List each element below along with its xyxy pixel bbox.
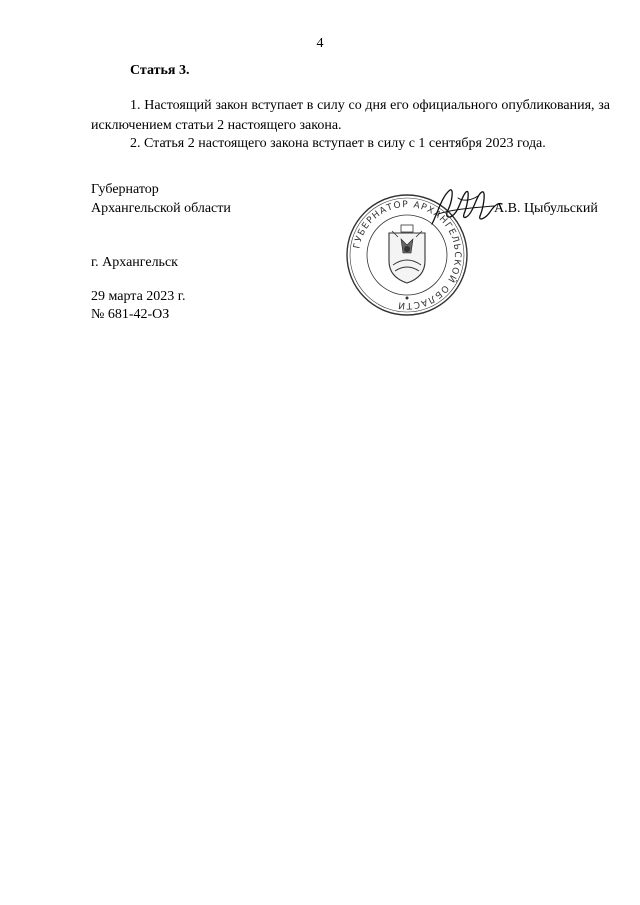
governor-region: Архангельской области xyxy=(91,201,231,216)
article-title: Статья 3. xyxy=(130,63,190,78)
law-date: 29 марта 2023 г. xyxy=(91,289,186,304)
governor-title: Губернатор xyxy=(91,182,159,197)
law-number: № 681-42-ОЗ xyxy=(91,307,170,322)
svg-text:ГУБЕРНАТОР АРХАНГЕЛЬСКОЙ ОБЛАС: ГУБЕРНАТОР АРХАНГЕЛЬСКОЙ ОБЛАСТИ xyxy=(352,199,463,311)
signer-name: А.В. Цыбульский xyxy=(494,201,598,216)
article-paragraph-1: 1. Настоящий закон вступает в силу со дня его официального опубликования, за исключением статьи 2 настоящего закона. xyxy=(91,98,610,133)
handwritten-signature xyxy=(428,184,504,232)
article-paragraph-2: 2. Статья 2 настоящего закона вступает в силу с 1 сентября 2023 года. xyxy=(130,136,546,151)
city: г. Архангельск xyxy=(91,255,178,270)
page-number: 4 xyxy=(316,36,324,51)
